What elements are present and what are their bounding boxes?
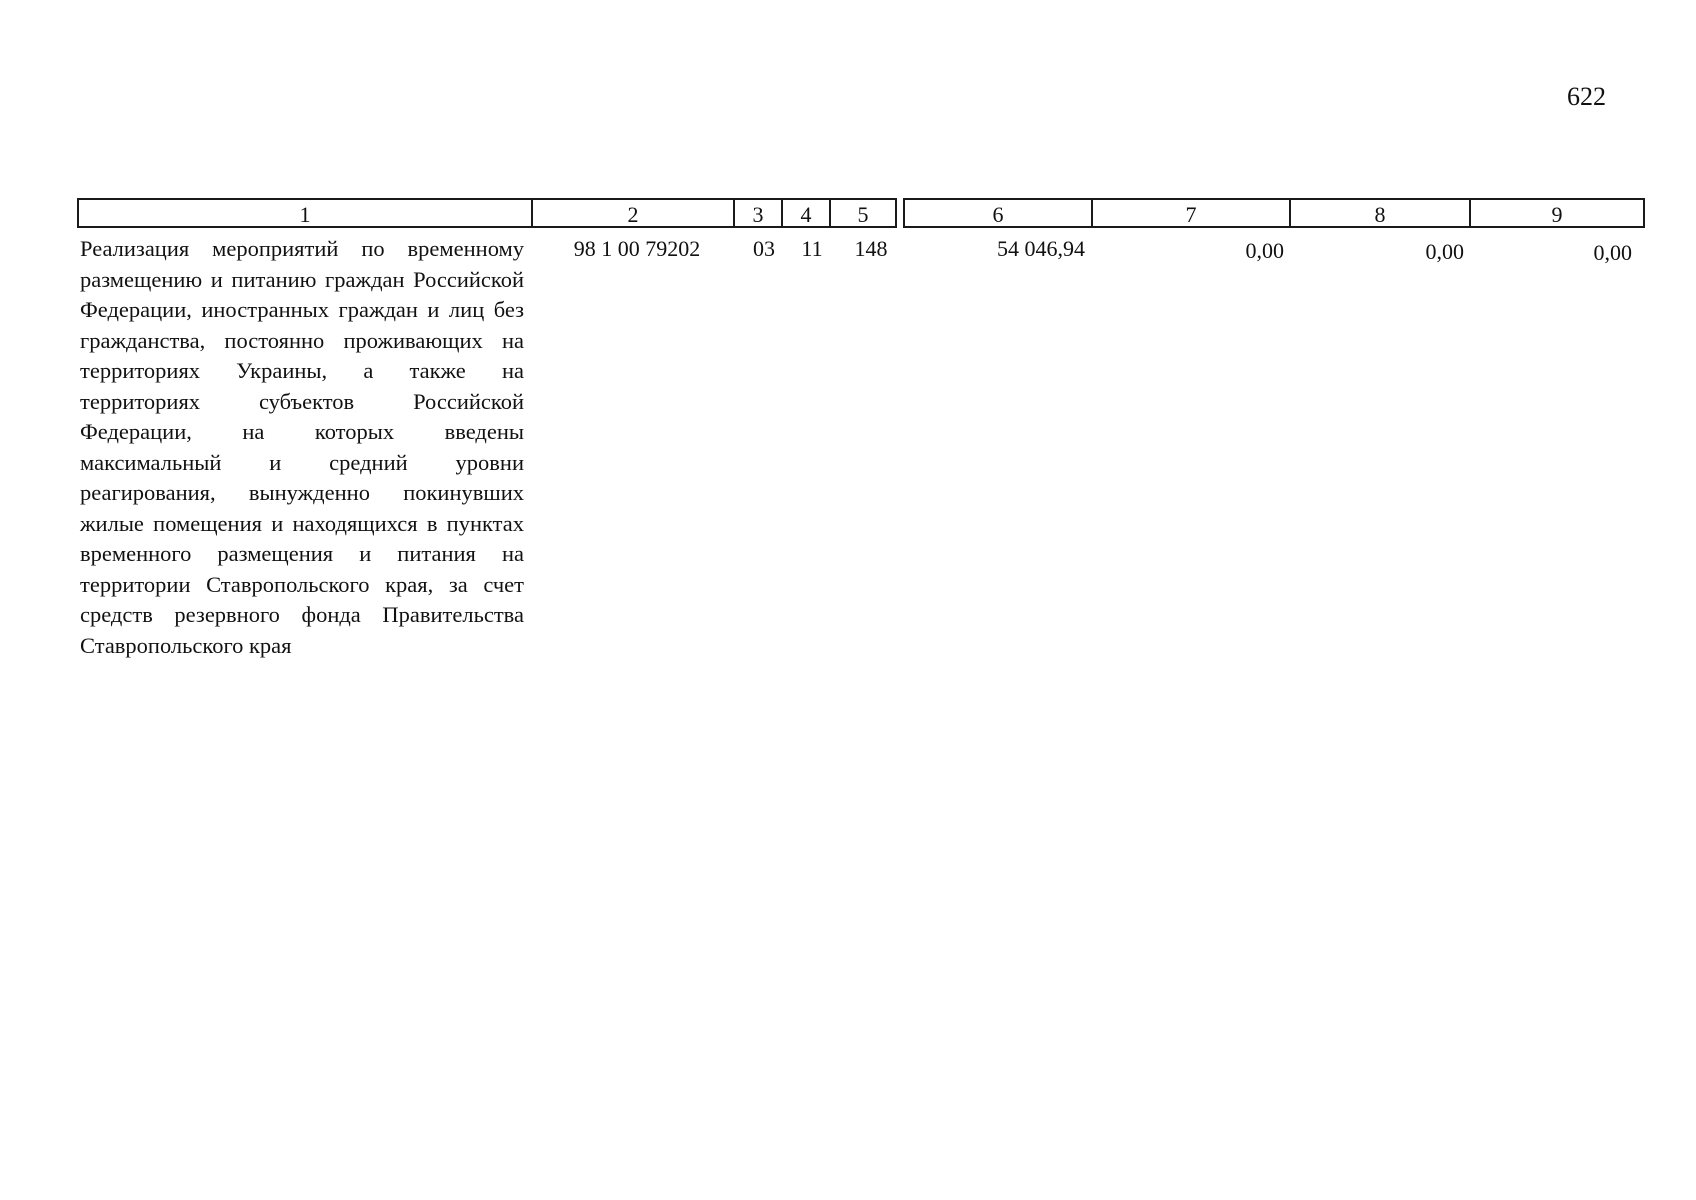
row-code: 98 1 00 79202 bbox=[573, 236, 701, 261]
table-row bbox=[0, 234, 1696, 674]
row-subsection: 11 bbox=[801, 236, 823, 261]
page-number: 622 bbox=[1567, 82, 1606, 111]
header-cell-5: 5 bbox=[829, 198, 897, 228]
header-cell-8: 8 bbox=[1289, 198, 1471, 228]
header-cell-9: 9 bbox=[1469, 198, 1645, 228]
header-cell-4: 4 bbox=[781, 198, 831, 228]
row-amount-4: 0,00 bbox=[1593, 240, 1632, 265]
table-header-row bbox=[77, 198, 1645, 228]
header-cell-3: 3 bbox=[733, 198, 783, 228]
header-cell-7: 7 bbox=[1091, 198, 1291, 228]
header-cell-2: 2 bbox=[531, 198, 735, 228]
row-description: Реализация мероприятий по временному размещению и питанию граждан Российской Федерации, иностранных граждан и лиц без гражданства, постоянно проживающих на территориях Украины, а также на территориях субъектов Российской Федерации, на которых введены максимальный и средний уровни реагирования, вынужденно покинувших жилые помещения и находящихся в пунктах временного размещения и питания на территории Ставропольского края, за счет средств резервного фонда Правительства Ставропольского края bbox=[80, 236, 524, 658]
row-amount-3: 0,00 bbox=[1425, 239, 1464, 264]
header-cell-6: 6 bbox=[903, 198, 1093, 228]
row-amount-2: 0,00 bbox=[1245, 238, 1284, 263]
row-amount-1: 54 046,94 bbox=[997, 236, 1085, 261]
row-expense-type: 148 bbox=[854, 236, 888, 261]
header-cell-1: 1 bbox=[77, 198, 533, 228]
row-section: 03 bbox=[753, 236, 775, 261]
